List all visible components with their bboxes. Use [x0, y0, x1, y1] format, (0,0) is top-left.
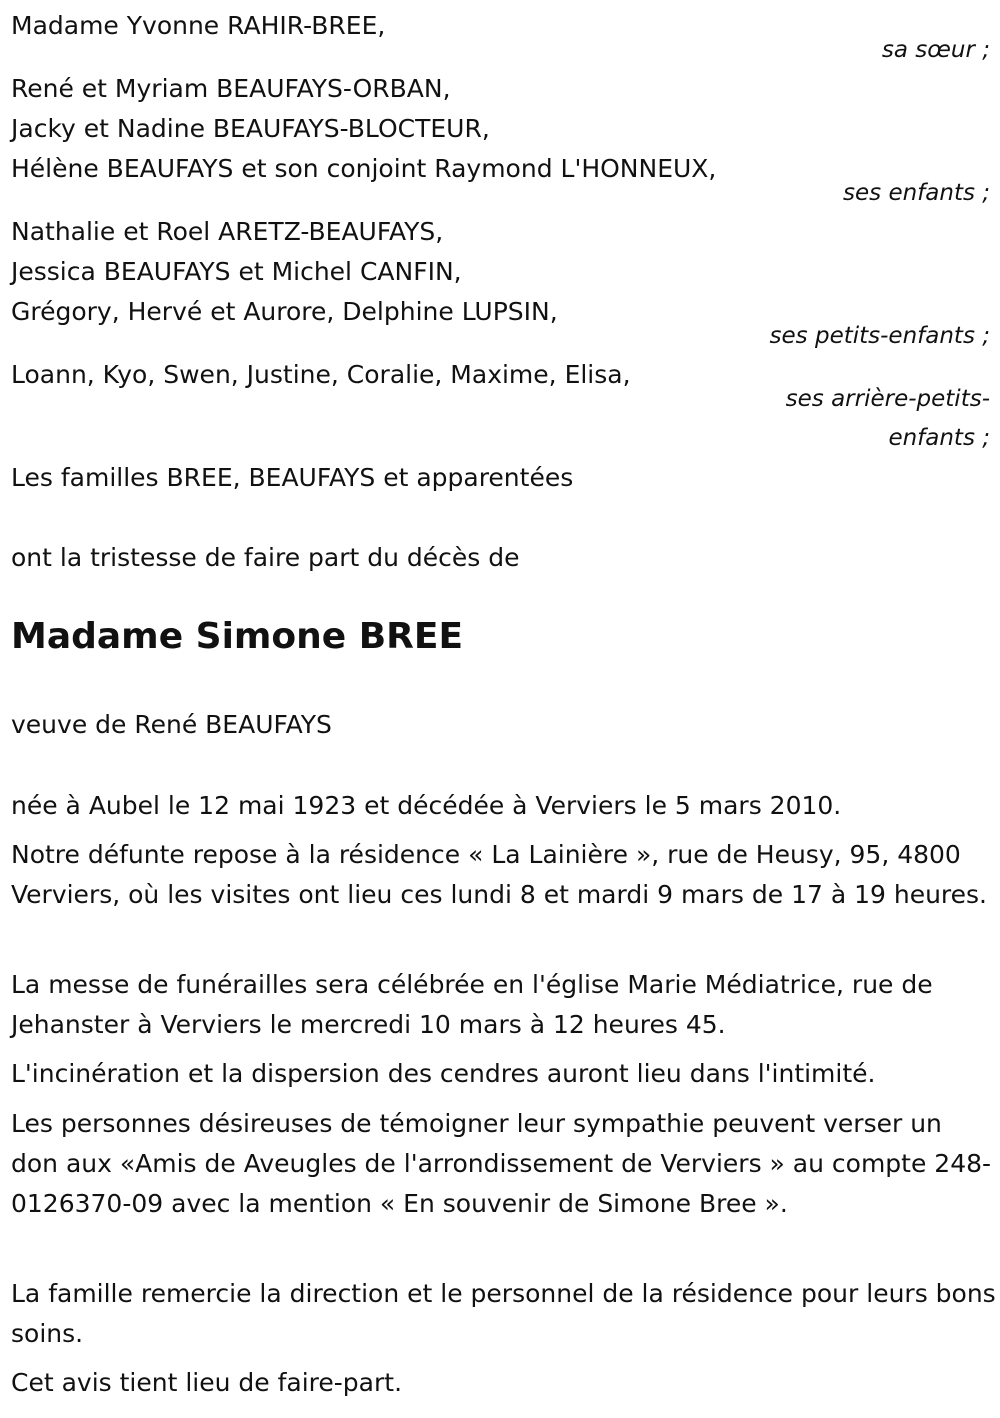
family-line-grandchild-3: Grégory, Hervé et Aurore, Delphine LUPSIN,: [11, 297, 558, 326]
deceased-name: Madame Simone BREE: [11, 616, 464, 657]
families-line: Les familles BREE, BEAUFAYS et apparentées: [11, 463, 574, 492]
announcement: ont la tristesse de faire part du décès de: [11, 543, 520, 572]
family-line-child-1: René et Myriam BEAUFAYS-ORBAN,: [11, 74, 451, 103]
family-line-child-3: Hélène BEAUFAYS et son conjoint Raymond L'HONNEUX,: [11, 154, 717, 183]
funeral-mass-paragraph: La messe de funérailles sera célébrée en l'église Marie Médiatrice, rue de Jehanster à Verviers le mercredi 10 mars à 12 heures 45.: [11, 970, 933, 1039]
thanks-paragraph: La famille remercie la direction et le personnel de la résidence pour leurs bons soins.: [11, 1279, 996, 1348]
family-line-great-grandchildren: Loann, Kyo, Swen, Justine, Coralie, Maxime, Elisa,: [11, 360, 631, 389]
relation-great-grandchildren-line-2: enfants ;: [888, 425, 990, 451]
relation-sister: sa sœur ;: [881, 37, 990, 63]
relation-children: ses enfants ;: [843, 180, 990, 206]
birth-death-paragraph: née à Aubel le 12 mai 1923 et décédée à Verviers le 5 mars 2010.: [11, 791, 842, 820]
family-line-grandchild-2: Jessica BEAUFAYS et Michel CANFIN,: [11, 257, 462, 286]
visitation-paragraph: Notre défunte repose à la résidence « La Lainière », rue de Heusy, 95, 4800 Verviers, où les visites ont lieu ces lundi 8 et mardi 9 mars de 17 à 19 heures.: [11, 840, 988, 909]
notice-paragraph: Cet avis tient lieu de faire-part.: [11, 1368, 403, 1397]
relation-grandchildren: ses petits-enfants ;: [769, 323, 990, 349]
family-line-grandchild-1: Nathalie et Roel ARETZ-BEAUFAYS,: [11, 217, 444, 246]
family-line-child-2: Jacky et Nadine BEAUFAYS-BLOCTEUR,: [11, 114, 490, 143]
cremation-paragraph: L'incinération et la dispersion des cendres auront lieu dans l'intimité.: [11, 1059, 876, 1088]
relation-great-grandchildren-line-1: ses arrière-petits-: [785, 386, 990, 412]
donation-paragraph: Les personnes désireuses de témoigner leur sympathie peuvent verser un don aux «Amis de Aveugles de l'arrondissement de Verviers » au compte 248-0126370-09 avec la mention « En souvenir de Simone Bree ».: [11, 1109, 992, 1218]
widow-of: veuve de René BEAUFAYS: [11, 710, 332, 739]
family-line-sister: Madame Yvonne RAHIR-BREE,: [11, 11, 386, 40]
